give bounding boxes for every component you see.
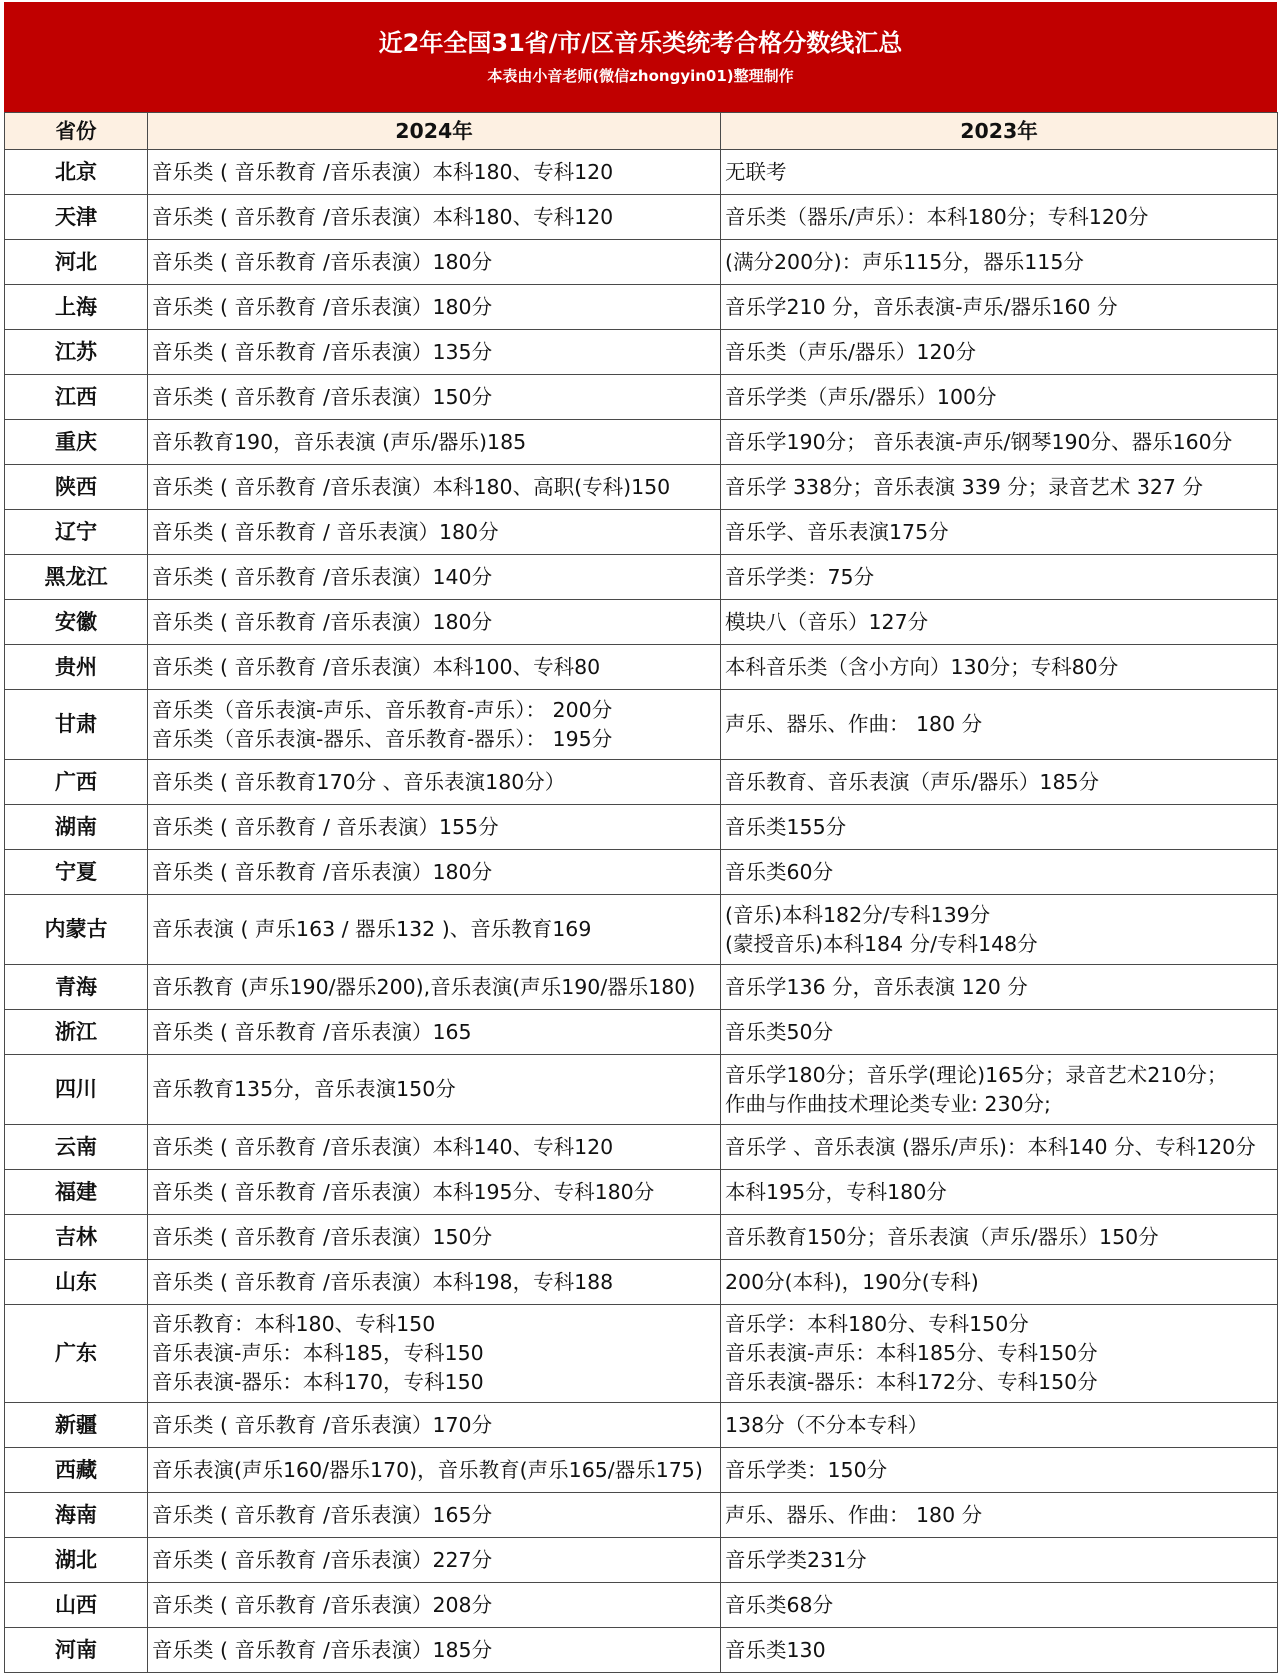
- province-cell: 青海: [5, 965, 148, 1010]
- score-line: 音乐类 ( 音乐教育 /音乐表演）180分: [152, 859, 493, 884]
- score-line: 音乐学 、音乐表演 (器乐/声乐)：本科140 分、专科120分: [725, 1134, 1256, 1159]
- score-2023-cell: [721, 1010, 1278, 1055]
- score-line: (蒙授音乐)本科184 分/专科148分: [725, 931, 1038, 956]
- table-row: [5, 375, 1278, 420]
- province-cell: 云南: [5, 1125, 148, 1170]
- score-2023-cell: [721, 805, 1278, 850]
- province-cell: 广东: [5, 1305, 148, 1403]
- score-2023-cell: [721, 1493, 1278, 1538]
- score-line: 音乐类 ( 音乐教育 /音乐表演）165: [152, 1019, 472, 1044]
- province-cell: 宁夏: [5, 850, 148, 895]
- score-2023-cell: [721, 1403, 1278, 1448]
- province-cell: 内蒙古: [5, 895, 148, 965]
- score-2024-cell: [148, 510, 721, 555]
- province-cell: 北京: [5, 150, 148, 195]
- province-cell: 浙江: [5, 1010, 148, 1055]
- score-2023-cell: [721, 150, 1278, 195]
- score-2023-cell: [721, 1305, 1278, 1403]
- score-line: 音乐教育、音乐表演（声乐/器乐）185分: [725, 769, 1100, 794]
- score-2023-cell: [721, 1628, 1278, 1673]
- province-cell: 山东: [5, 1260, 148, 1305]
- score-line: 模块八（音乐）127分: [725, 609, 929, 634]
- table-row: [5, 850, 1278, 895]
- score-2024-cell: [148, 805, 721, 850]
- score-line: 音乐类 ( 音乐教育 /音乐表演）本科180、专科120: [152, 204, 614, 229]
- score-line: 音乐学类（声乐/器乐）100分: [725, 384, 997, 409]
- score-2024-cell: [148, 195, 721, 240]
- score-2023-cell: [721, 1055, 1278, 1125]
- score-line: 音乐类60分: [725, 859, 834, 884]
- province-cell: 吉林: [5, 1215, 148, 1260]
- score-2024-cell: [148, 1055, 721, 1125]
- table-row: [5, 1403, 1278, 1448]
- province-cell: 海南: [5, 1493, 148, 1538]
- score-line: 音乐学、音乐表演175分: [725, 519, 949, 544]
- score-line: 音乐学类231分: [725, 1547, 867, 1572]
- table-row: [5, 805, 1278, 850]
- score-2023-cell: [721, 965, 1278, 1010]
- score-line: 音乐类（音乐表演-器乐、音乐教育-器乐）： 195分: [152, 726, 613, 751]
- table-row: [5, 420, 1278, 465]
- table-head: [5, 113, 1278, 150]
- score-2023-cell: [721, 690, 1278, 760]
- score-line: 音乐表演-器乐：本科170，专科150: [152, 1370, 484, 1394]
- score-2023-cell: [721, 1448, 1278, 1493]
- table-row: [5, 1448, 1278, 1493]
- score-2024-cell: [148, 1010, 721, 1055]
- score-line: 作曲与作曲技术理论类专业: 230分;: [725, 1091, 1051, 1116]
- score-2024-cell: [148, 645, 721, 690]
- table-row: [5, 600, 1278, 645]
- score-2023-cell: [721, 465, 1278, 510]
- score-2023-cell: [721, 760, 1278, 805]
- page-title: 近2年全国31省/市/区音乐类统考合格分数线汇总: [378, 29, 903, 57]
- score-2023-cell: [721, 1215, 1278, 1260]
- score-2024-cell: [148, 850, 721, 895]
- table-row: [5, 1305, 1278, 1403]
- score-line: 音乐类 ( 音乐教育 / 音乐表演）155分: [152, 814, 499, 839]
- column-header-province: 省份: [5, 113, 148, 150]
- score-line: 音乐教育135分，音乐表演150分: [152, 1077, 456, 1101]
- score-line: 音乐类 ( 音乐教育 /音乐表演）135分: [152, 339, 493, 364]
- score-2024-cell: [148, 895, 721, 965]
- score-line: (音乐)本科182分/专科139分: [725, 902, 991, 927]
- score-line: 音乐类68分: [725, 1592, 834, 1617]
- province-cell: 天津: [5, 195, 148, 240]
- table-body: [5, 150, 1278, 1673]
- score-2024-cell: [148, 1305, 721, 1403]
- score-line: 音乐类155分: [725, 814, 847, 839]
- province-cell: 河北: [5, 240, 148, 285]
- score-line: 音乐类 ( 音乐教育 /音乐表演）150分: [152, 384, 493, 409]
- score-2024-cell: [148, 465, 721, 510]
- score-2024-cell: [148, 1403, 721, 1448]
- score-line: 音乐表演 ( 声乐163 / 器乐132 )、音乐教育169: [152, 917, 592, 941]
- score-2023-cell: [721, 1260, 1278, 1305]
- table-row: [5, 760, 1278, 805]
- table-row: [5, 1125, 1278, 1170]
- score-line: 音乐类（声乐/器乐）120分: [725, 339, 977, 364]
- table-row: [5, 895, 1278, 965]
- score-line: 音乐类 ( 音乐教育 /音乐表演）本科195分、专科180分: [152, 1179, 655, 1204]
- score-line: 音乐类 ( 音乐教育 /音乐表演）165分: [152, 1502, 493, 1527]
- table-row: [5, 690, 1278, 760]
- score-line: 音乐学190分； 音乐表演-声乐/钢琴190分、器乐160分: [725, 429, 1233, 454]
- score-line: 音乐类 ( 音乐教育 /音乐表演）140分: [152, 564, 493, 589]
- column-header-2023: 2023年: [721, 113, 1278, 150]
- score-line: 声乐、器乐、作曲： 180 分: [725, 1502, 983, 1527]
- score-2024-cell: [148, 240, 721, 285]
- table-row: [5, 465, 1278, 510]
- province-cell: 安徽: [5, 600, 148, 645]
- score-2024-cell: [148, 555, 721, 600]
- score-2024-cell: [148, 600, 721, 645]
- score-line: 音乐表演-声乐：本科185，专科150: [152, 1341, 484, 1365]
- score-2023-cell: [721, 895, 1278, 965]
- score-2024-cell: [148, 1125, 721, 1170]
- province-cell: 湖北: [5, 1538, 148, 1583]
- province-cell: 山西: [5, 1583, 148, 1628]
- province-cell: 江西: [5, 375, 148, 420]
- score-2024-cell: [148, 1215, 721, 1260]
- table-row: [5, 965, 1278, 1010]
- score-line: 声乐、器乐、作曲： 180 分: [725, 712, 983, 736]
- score-line: 音乐类 ( 音乐教育 /音乐表演）185分: [152, 1637, 493, 1662]
- table-row: [5, 150, 1278, 195]
- table-row: [5, 1538, 1278, 1583]
- province-cell: 陕西: [5, 465, 148, 510]
- score-2024-cell: [148, 375, 721, 420]
- score-2023-cell: [721, 1170, 1278, 1215]
- score-line: 音乐类50分: [725, 1019, 834, 1044]
- score-line: 无联考: [725, 159, 787, 184]
- score-2023-cell: [721, 555, 1278, 600]
- table-row: [5, 1260, 1278, 1305]
- score-line: 音乐教育：本科180、专科150: [152, 1312, 436, 1336]
- table-row: [5, 240, 1278, 285]
- score-line: 音乐学136 分，音乐表演 120 分: [725, 974, 1028, 999]
- province-cell: 上海: [5, 285, 148, 330]
- score-2023-cell: [721, 600, 1278, 645]
- table-row: [5, 1215, 1278, 1260]
- score-line: 音乐类 ( 音乐教育 /音乐表演）本科180、高职(专科)150: [152, 474, 671, 499]
- table-row: [5, 1170, 1278, 1215]
- score-2023-cell: [721, 330, 1278, 375]
- score-line: 音乐表演-声乐：本科185分、专科150分: [725, 1341, 1098, 1365]
- table-row: [5, 195, 1278, 240]
- score-2024-cell: [148, 1260, 721, 1305]
- score-line: 音乐类 ( 音乐教育170分 、音乐表演180分）: [152, 769, 566, 794]
- score-line: 音乐类 ( 音乐教育 /音乐表演）180分: [152, 294, 493, 319]
- score-line: 音乐学：本科180分、专科150分: [725, 1312, 1029, 1336]
- score-2024-cell: [148, 420, 721, 465]
- score-2023-cell: [721, 1125, 1278, 1170]
- score-table-page: [4, 2, 1277, 1673]
- score-2024-cell: [148, 1448, 721, 1493]
- score-2024-cell: [148, 150, 721, 195]
- score-line: 音乐学180分；音乐学(理论)165分；录音艺术210分；: [725, 1062, 1228, 1087]
- score-2024-cell: [148, 965, 721, 1010]
- score-line: 音乐类 ( 音乐教育 /音乐表演）180分: [152, 249, 493, 274]
- score-table: [4, 112, 1278, 1673]
- score-line: 音乐学类：150分: [725, 1457, 888, 1482]
- score-2023-cell: [721, 375, 1278, 420]
- province-cell: 甘肃: [5, 690, 148, 760]
- score-line: 音乐类 ( 音乐教育 / 音乐表演）180分: [152, 519, 499, 544]
- table-row: [5, 1493, 1278, 1538]
- score-line: 音乐类 ( 音乐教育 /音乐表演）150分: [152, 1224, 493, 1249]
- score-line: 138分（不分本专科）: [725, 1412, 929, 1437]
- province-cell: 贵州: [5, 645, 148, 690]
- score-line: 音乐学 338分；音乐表演 339 分；录音艺术 327 分: [725, 474, 1203, 499]
- score-2023-cell: [721, 645, 1278, 690]
- score-2024-cell: [148, 1583, 721, 1628]
- score-2023-cell: [721, 1538, 1278, 1583]
- score-line: 音乐类 ( 音乐教育 /音乐表演）170分: [152, 1412, 493, 1437]
- score-line: 音乐类 ( 音乐教育 /音乐表演）本科180、专科120: [152, 159, 614, 184]
- column-header-2024: 2024年: [148, 113, 721, 150]
- score-line: 音乐教育190，音乐表演 (声乐/器乐)185: [152, 429, 527, 454]
- score-line: 音乐类 ( 音乐教育 /音乐表演）180分: [152, 609, 493, 634]
- score-line: 音乐类130: [725, 1637, 826, 1662]
- province-cell: 广西: [5, 760, 148, 805]
- table-row: [5, 330, 1278, 375]
- table-header-banner: [4, 2, 1277, 112]
- score-2023-cell: [721, 285, 1278, 330]
- province-cell: 新疆: [5, 1403, 148, 1448]
- province-cell: 辽宁: [5, 510, 148, 555]
- score-line: 音乐教育150分；音乐表演（声乐/器乐）150分: [725, 1224, 1159, 1249]
- score-2023-cell: [721, 420, 1278, 465]
- score-2023-cell: [721, 1583, 1278, 1628]
- score-2024-cell: [148, 690, 721, 760]
- score-2024-cell: [148, 1628, 721, 1673]
- score-line: 音乐教育 (声乐190/器乐200),音乐表演(声乐190/器乐180): [152, 974, 696, 999]
- score-2023-cell: [721, 510, 1278, 555]
- table-row: [5, 285, 1278, 330]
- score-2024-cell: [148, 1493, 721, 1538]
- score-line: 200分(本科)，190分(专科): [725, 1269, 979, 1294]
- score-2024-cell: [148, 330, 721, 375]
- score-line: 音乐类 ( 音乐教育 /音乐表演）227分: [152, 1547, 493, 1572]
- score-2023-cell: [721, 850, 1278, 895]
- score-line: (满分200分)：声乐115分，器乐115分: [725, 249, 1084, 274]
- score-line: 音乐学类：75分: [725, 564, 875, 589]
- table-row: [5, 1055, 1278, 1125]
- table-row: [5, 1010, 1278, 1055]
- score-line: 音乐类 ( 音乐教育 /音乐表演）208分: [152, 1592, 493, 1617]
- province-cell: 西藏: [5, 1448, 148, 1493]
- score-line: 音乐类 ( 音乐教育 /音乐表演）本科198，专科188: [152, 1269, 614, 1294]
- score-2023-cell: [721, 240, 1278, 285]
- table-row: [5, 555, 1278, 600]
- score-line: 本科音乐类（含小方向）130分；专科80分: [725, 654, 1119, 679]
- province-cell: 四川: [5, 1055, 148, 1125]
- province-cell: 黑龙江: [5, 555, 148, 600]
- province-cell: 河南: [5, 1628, 148, 1673]
- province-cell: 重庆: [5, 420, 148, 465]
- page-subtitle: 本表由小音老师(微信zhongyin01)整理制作: [487, 67, 794, 85]
- score-line: 音乐类（器乐/声乐）：本科180分；专科120分: [725, 204, 1149, 229]
- province-cell: 江苏: [5, 330, 148, 375]
- table-row: [5, 1583, 1278, 1628]
- score-2024-cell: [148, 760, 721, 805]
- table-row: [5, 645, 1278, 690]
- score-2024-cell: [148, 285, 721, 330]
- score-line: 音乐表演-器乐：本科172分、专科150分: [725, 1370, 1098, 1394]
- province-cell: 湖南: [5, 805, 148, 850]
- score-2023-cell: [721, 195, 1278, 240]
- score-2024-cell: [148, 1170, 721, 1215]
- score-line: 音乐类（音乐表演-声乐、音乐教育-声乐）： 200分: [152, 697, 613, 722]
- score-2024-cell: [148, 1538, 721, 1583]
- province-cell: 福建: [5, 1170, 148, 1215]
- score-line: 音乐类 ( 音乐教育 /音乐表演）本科140、专科120: [152, 1134, 614, 1159]
- score-line: 本科195分，专科180分: [725, 1179, 947, 1204]
- table-row: [5, 1628, 1278, 1673]
- score-line: 音乐表演(声乐160/器乐170)，音乐教育(声乐165/器乐175): [152, 1457, 703, 1482]
- table-row: [5, 510, 1278, 555]
- score-line: 音乐学210 分，音乐表演-声乐/器乐160 分: [725, 294, 1118, 319]
- score-line: 音乐类 ( 音乐教育 /音乐表演）本科100、专科80: [152, 654, 601, 679]
